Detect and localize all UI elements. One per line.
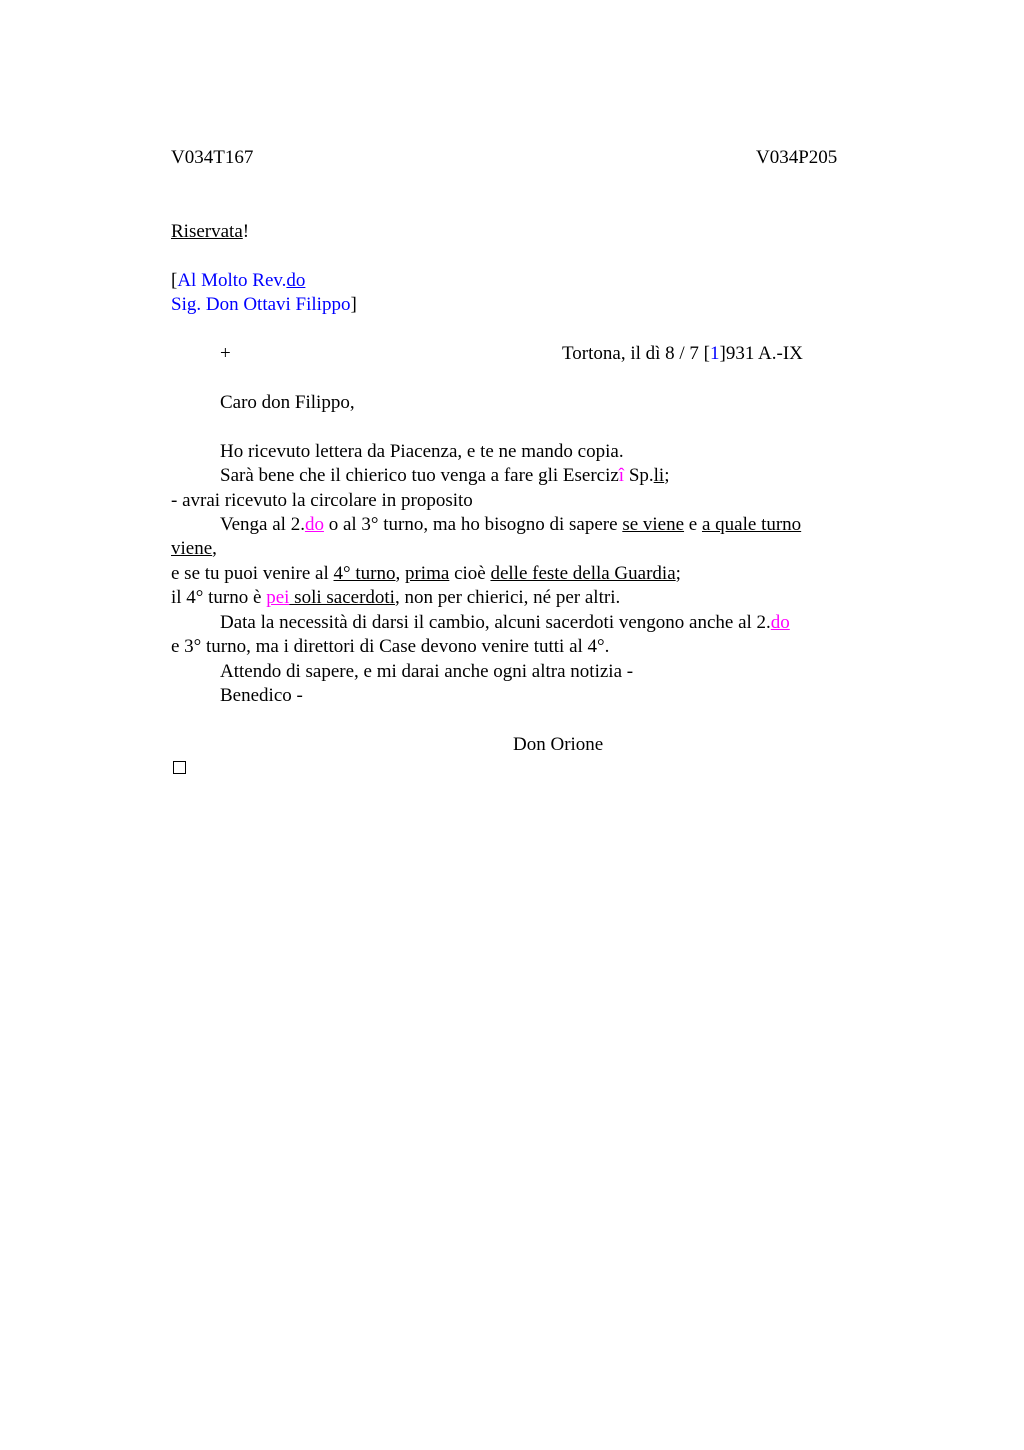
address-title-abbrev: do — [286, 270, 306, 291]
address-line-2 — [171, 293, 357, 317]
body-line-1: Ho ricevuto lettera da Piacenza, e te ne mando copia. — [220, 441, 624, 462]
address-line-1 — [171, 269, 305, 293]
document-code-left: V034T167 — [171, 147, 254, 168]
body-line-6: e se tu puoi venire al 4° turno, prima cioè delle feste della Guardia; — [171, 563, 681, 584]
place-date — [562, 342, 803, 366]
document-code-right: V034P205 — [756, 147, 838, 168]
body-line-3: - avrai ricevuto la circolare in proposito — [171, 490, 473, 511]
reserved-note — [171, 220, 249, 244]
end-square-icon — [173, 761, 186, 774]
address-recipient: Sig. Don Ottavi Filippo — [171, 294, 351, 315]
body-line-11: Benedico - — [220, 685, 303, 706]
address-open-bracket: [ — [171, 270, 178, 291]
date-part-c: ]931 A.-IX — [719, 343, 803, 364]
body-line-9: e 3° turno, ma i direttori di Case devono venire tutti al 4°. — [171, 636, 610, 657]
body-line-4: Venga al 2.do o al 3° turno, ma ho bisogno di sapere se viene e a quale turno — [220, 514, 802, 535]
salutation: Caro don Filippo, — [220, 392, 355, 413]
body-line-7: il 4° turno è pei soli sacerdoti, non per chierici, né per altri. — [171, 587, 621, 608]
date-part-b: 1 — [710, 343, 720, 364]
cross-mark: + — [220, 343, 231, 364]
body-line-2: Sarà bene che il chierico tuo venga a fare gli Esercizî Sp.li; — [220, 465, 670, 486]
signature: Don Orione — [513, 734, 604, 755]
reserved-mark: ! — [242, 221, 250, 242]
reserved-word: Riservata — [171, 221, 243, 242]
body-line-5: viene, — [171, 538, 217, 559]
body-line-10: Attendo di sapere, e mi darai anche ogni altra notizia - — [220, 661, 634, 682]
address-title: Al Molto Rev. — [177, 270, 287, 291]
body-line-8: Data la necessità di darsi il cambio, alcuni sacerdoti vengono anche al 2.do — [220, 612, 790, 633]
address-close-bracket: ] — [350, 294, 357, 315]
date-part-a: Tortona, il dì 8 / 7 [ — [562, 343, 711, 364]
